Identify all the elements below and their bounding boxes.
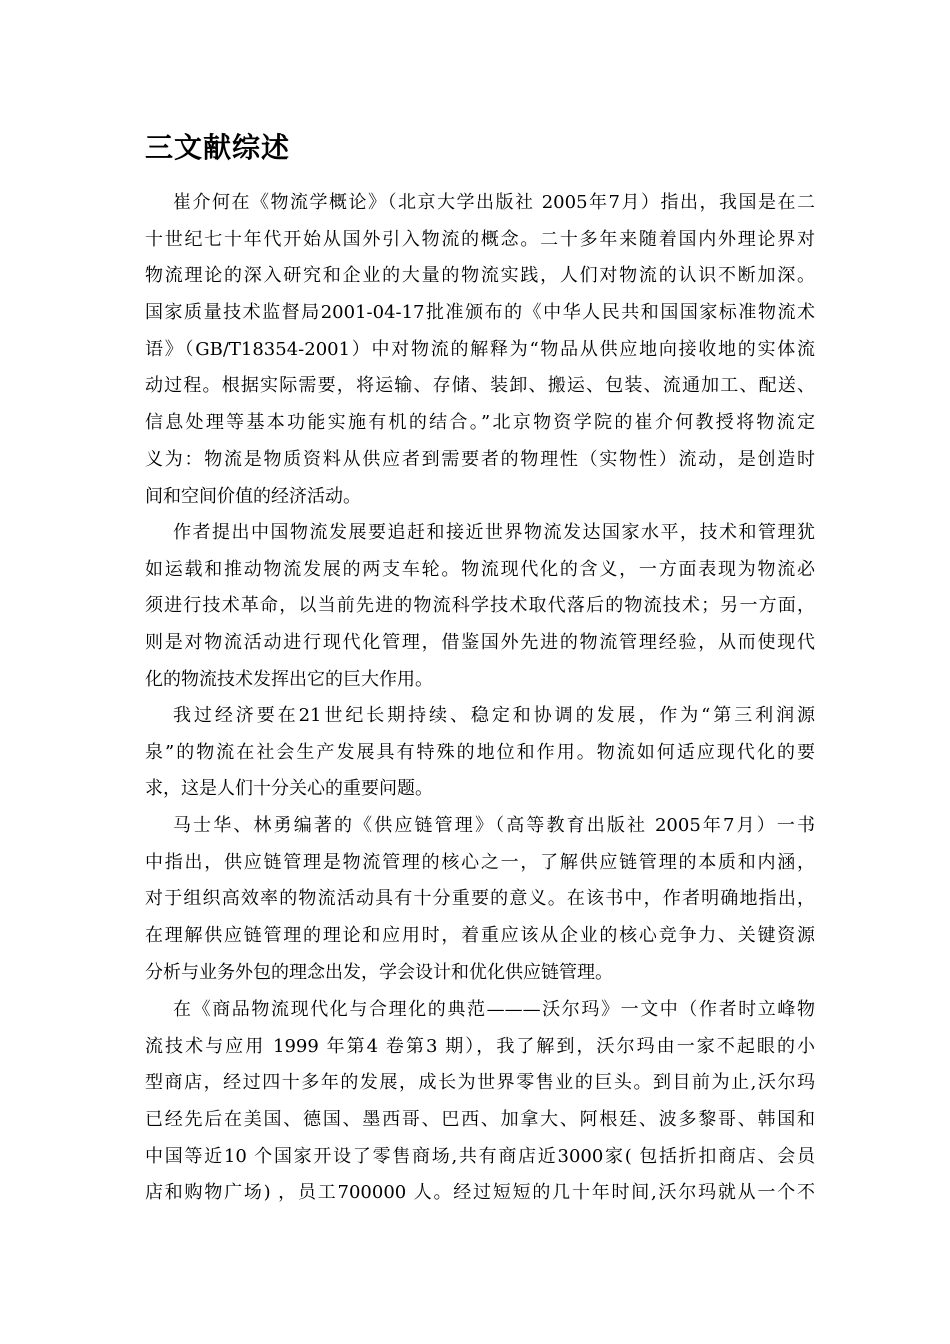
text-line: 我过经济要在21世纪长期持续、稳定和协调的发展，作为“第三利润源 — [173, 705, 815, 726]
text-line: 则是对物流活动进行现代化管理，借鉴国外先进的物流管理经验，从而使现代 — [145, 632, 815, 654]
paragraph-5 — [145, 992, 815, 1212]
text-line: 信息处理等基本功能实施有机的结合。”北京物资学院的崔介何教授将物流定 — [145, 412, 815, 434]
paragraph-3 — [145, 698, 815, 808]
text-line: 流技术与应用 1999 年第4 卷第3 期），我了解到，沃尔玛由一家不起眼的小 — [145, 1035, 815, 1057]
text-line: 语》（GB/T18354-2001）中对物流的解释为“物品从供应地向接收地的实体流 — [145, 338, 815, 360]
paragraph-1 — [145, 185, 815, 515]
paragraph-4 — [145, 808, 815, 991]
section-heading: 三文献综述 — [145, 131, 291, 164]
text-line: 动过程。根据实际需要，将运输、存储、装卸、搬运、包装、流通加工、配送、 — [145, 375, 815, 397]
text-line: 间和空间价值的经济活动。 — [145, 485, 361, 507]
text-line: 在理解供应链管理的理论和应用时，着重应该从企业的核心竞争力、关键资源 — [145, 925, 815, 947]
text-line: 须进行技术革命，以当前先进的物流科学技术取代落后的物流技术；另一方面， — [145, 595, 815, 617]
text-line: 作者提出中国物流发展要追赶和接近世界物流发达国家水平，技术和管理犹 — [173, 522, 815, 543]
text-line: 求，这是人们十分关心的重要问题。 — [145, 778, 433, 800]
text-line: 店和购物广场) ，员工700000 人。经过短短的几十年时间,沃尔玛就从一个不 — [145, 1182, 815, 1204]
text-line: 在《商品物流现代化与合理化的典范———沃尔玛》一文中（作者时立峰物 — [173, 999, 815, 1020]
text-line: 对于组织高效率的物流活动具有十分重要的意义。在该书中，作者明确地指出， — [145, 888, 815, 910]
text-line: 中指出，供应链管理是物流管理的核心之一，了解供应链管理的本质和内涵， — [145, 851, 815, 873]
text-line: 化的物流技术发挥出它的巨大作用。 — [145, 668, 433, 690]
text-line: 国家质量技术监督局2001-04-17批准颁布的《中华人民共和国国家标准物流术 — [145, 302, 815, 324]
text-line: 分析与业务外包的理念出发，学会设计和优化供应链管理。 — [145, 961, 613, 983]
text-line: 如运载和推动物流发展的两支车轮。物流现代化的含义，一方面表现为物流必 — [145, 558, 815, 580]
paragraph-2 — [145, 515, 815, 698]
text-line: 崔介何在《物流学概论》（北京大学出版社 2005年7月）指出，我国是在二 — [173, 192, 815, 213]
text-line: 泉”的物流在社会生产发展具有特殊的地位和作用。物流如何适应现代化的要 — [145, 741, 815, 763]
text-line: 义为：物流是物质资料从供应者到需要者的物理性（实物性）流动，是创造时 — [145, 448, 815, 470]
text-line: 型商店，经过四十多年的发展，成长为世界零售业的巨头。到目前为止,沃尔玛 — [145, 1072, 815, 1094]
text-line: 物流理论的深入研究和企业的大量的物流实践，人们对物流的认识不断加深。 — [145, 265, 815, 287]
text-line: 马士华、林勇编著的《供应链管理》（高等教育出版社 2005年7月）一书 — [173, 815, 815, 836]
text-line: 已经先后在美国、德国、墨西哥、巴西、加拿大、阿根廷、波多黎哥、韩国和 — [145, 1109, 815, 1131]
text-line: 十世纪七十年代开始从国外引入物流的概念。二十多年来随着国内外理论界对 — [145, 228, 815, 250]
text-line: 中国等近10 个国家开设了零售商场,共有商店近3000家( 包括折扣商店、会员 — [145, 1145, 815, 1167]
